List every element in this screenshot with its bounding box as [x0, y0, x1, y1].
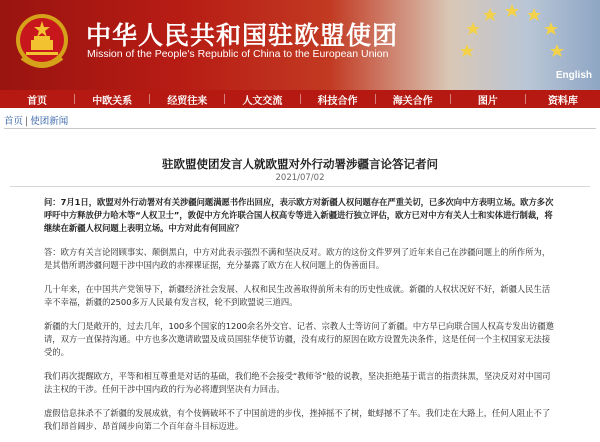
- breadcrumb-home[interactable]: 首页: [4, 116, 24, 127]
- breadcrumb-divider: [4, 128, 596, 129]
- article-question: 问：7月1日，欧盟对外行动署对有关涉疆问题满愿书作出回应，表示欧方对新疆人权问题存在严重关切，已多次向中方表明立场。欧方多次呼吁中方释放伊力哈木等“人权卫士”，敦促中方允许联合国人权高专等进入新疆进行独立评估，欧方已对中方有关人士和实体进行制裁，将继续在新疆人权问题上表明立场。中方对此有何回应？: [44, 197, 554, 233]
- article-paragraph: 新疆的大门是敞开的，过去几年，100多个国家的1200余名外交官、记者、宗教人士等访问了新疆。中方早已向联合国人权高专发出访疆邀请，双方一直保持沟通。中方也多次邀请欧盟及成员国驻华使节访疆，没有成行的原因在欧方设置先决条件，这是任何一个主权国家无法接受的。: [44, 321, 554, 357]
- nav-item-china-eu-relations[interactable]: 中欧关系: [92, 95, 133, 107]
- nav-item-culture[interactable]: 人文交流: [242, 95, 283, 107]
- nav-item-trade[interactable]: 经贸往来: [167, 95, 208, 107]
- article-paragraph: 答：欧方有关言论罔顾事实、颠倒黑白，中方对此表示强烈不满和坚决反对。欧方的这份文件罗列了近年来自己在涉疆问题上的所作所为，是其借所谓涉疆问题干涉中国内政的赤裸裸证据，充分暴露了欧方在人权问题上的伪善面目。: [44, 247, 551, 270]
- article-paragraph: 我们再次提醒欧方，平等和相互尊重是对话的基础，我们绝不会接受“教师爷”般的说教，坚决拒绝基于谎言的指责抹黑，坚决反对对中国司法主权的干涉。任何干涉中国内政的行为必将遭到坚决有力回击。: [44, 371, 551, 394]
- breadcrumb: [4, 113, 68, 127]
- breadcrumb-current[interactable]: 使团新闻: [30, 116, 69, 127]
- main-nav: [0, 90, 600, 108]
- breadcrumb-separator: |: [25, 116, 29, 127]
- title-divider: [10, 186, 590, 187]
- site-title[interactable]: 中华人民共和国驻欧盟使团: [86, 21, 399, 50]
- article-body: [44, 196, 554, 442]
- article-paragraph: 虚假信息抹杀不了新疆的发展成就，有个伎俩破坏不了中国前进的步伐，挫掉摇不了树，蚍蜉撼不了车。我们走在大路上，任何人阻止不了我们昂首阔步、昂首阔步向第二个百年奋斗目标迈进。: [44, 408, 551, 431]
- nav-item-home[interactable]: 首页: [27, 95, 48, 107]
- article-date: 2021/07/02: [275, 173, 325, 183]
- nav-item-science[interactable]: 科技合作: [317, 95, 358, 107]
- site-header: [0, 0, 600, 90]
- national-emblem-icon[interactable]: [14, 12, 70, 72]
- english-link[interactable]: English: [555, 70, 592, 81]
- nav-item-archive[interactable]: 资料库: [547, 95, 578, 107]
- article-paragraph: 几十年来，在中国共产党领导下，新疆经济社会发展、人权和民生改善取得前所未有的历史性成就。新疆的人权状况好不好，新疆人民生活幸不幸福，新疆的2500多万人民最有发言权，轮不到欧盟说三道四。: [44, 284, 551, 307]
- nav-item-photos[interactable]: 图片: [477, 95, 498, 107]
- article-title: 驻欧盟使团发言人就欧盟对外行动署涉疆言论答记者问: [162, 157, 438, 171]
- site-subtitle: Mission of the People's Republic of China to the European Union: [87, 48, 389, 60]
- nav-item-customs[interactable]: 海关合作: [392, 95, 433, 107]
